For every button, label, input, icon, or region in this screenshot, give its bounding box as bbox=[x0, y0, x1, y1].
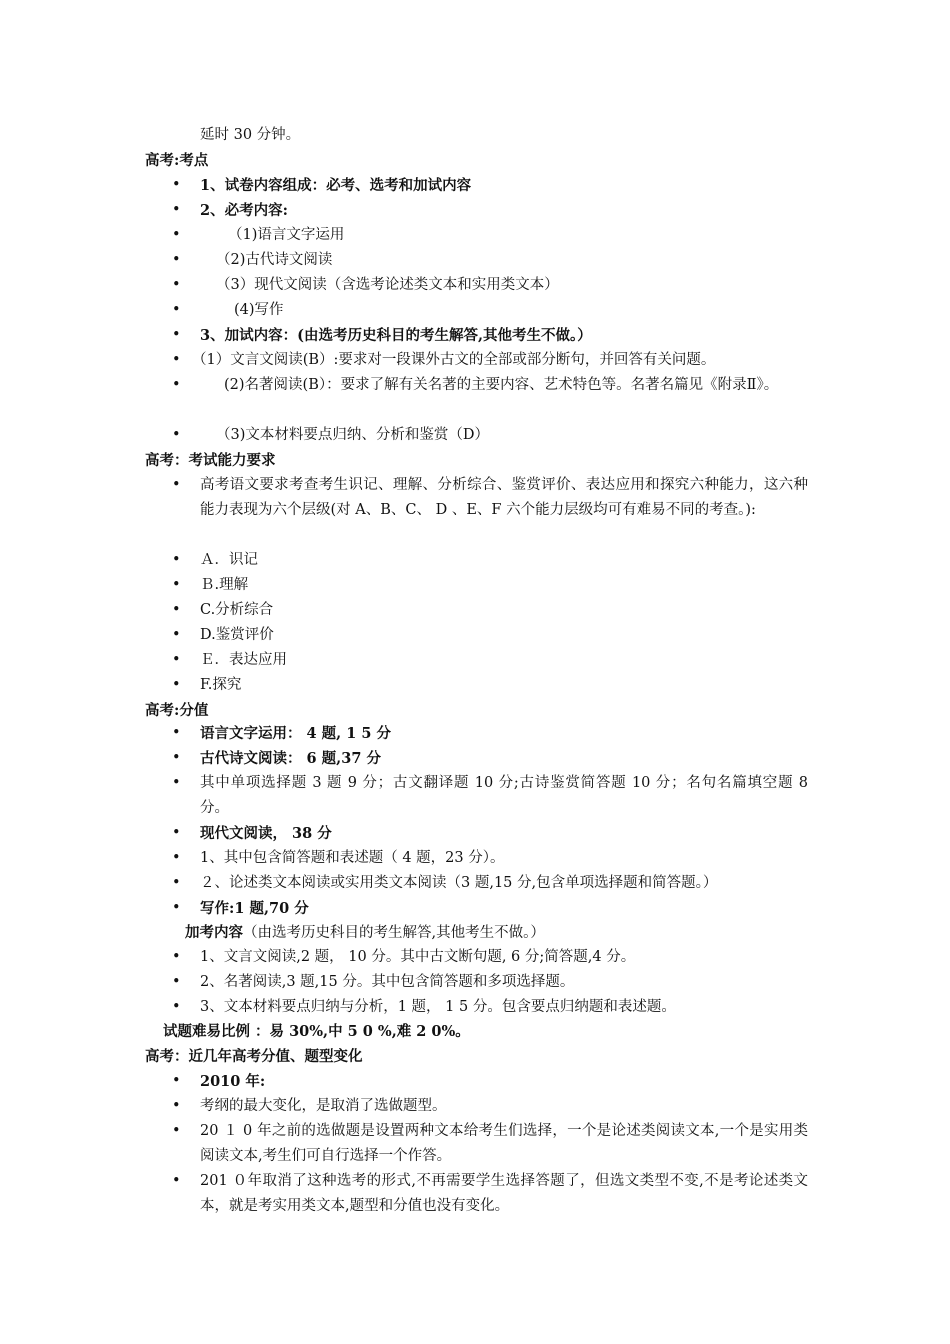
bullet-icon: • bbox=[172, 1073, 181, 1089]
bullet-icon: • bbox=[172, 875, 181, 891]
difficulty-ratio: 试题难易比例 ：易 30%,中 5 0 %,难 2 0%。 bbox=[163, 1023, 470, 1040]
bullet-icon: • bbox=[172, 825, 181, 841]
list-item: （3）现代文阅读（含选考论述类文本和实用类文本） bbox=[216, 277, 559, 293]
bullet-icon: • bbox=[172, 377, 181, 393]
bullet-icon: • bbox=[172, 227, 181, 243]
list-item: 3、文本材料要点归纳与分析，1 题， 1 5 分。包含要点归纳题和表述题。 bbox=[200, 999, 676, 1015]
list-item: 1、试卷内容组成：必考、选考和加试内容 bbox=[200, 177, 472, 194]
bullet-icon: • bbox=[172, 725, 181, 741]
list-item: （1)语言文字运用 bbox=[228, 227, 345, 243]
extra-content-line bbox=[185, 920, 545, 946]
list-item: Ａ．识记 bbox=[200, 552, 258, 568]
list-item: 写作:1 题,70 分 bbox=[200, 900, 309, 917]
bullet-icon: • bbox=[172, 652, 181, 668]
list-item: 古代诗文阅读： 6 题,37 分 bbox=[200, 750, 381, 767]
list-item: 考纲的最大变化，是取消了选做题型。 bbox=[200, 1098, 447, 1114]
text-line: 延时 30 分钟。 bbox=[200, 127, 301, 143]
list-item: 2010 年: bbox=[200, 1073, 266, 1090]
bullet-icon: • bbox=[172, 177, 181, 193]
list-item: Ｅ．表达应用 bbox=[200, 652, 287, 668]
list-item: F.探究 bbox=[200, 677, 242, 693]
bullet-icon: • bbox=[172, 949, 181, 965]
list-item: D.鉴赏评价 bbox=[200, 627, 274, 643]
bullet-icon: • bbox=[172, 327, 181, 343]
list-item: 201 ０年取消了这种选考的形式,不再需要学生选择答题了，但选文类型不变,不是考论述类文本，就是考实用类文本,题型和分值也没有变化。 bbox=[200, 1173, 808, 1214]
section-heading-changes: 高考：近几年高考分值、题型变化 bbox=[145, 1048, 363, 1065]
bullet-icon: • bbox=[172, 602, 181, 618]
list-item: 其中单项选择题 3 题 9 分；古文翻译题 10 分;古诗鉴赏简答题 10 分；名句名篇填空题 8 分。 bbox=[200, 775, 808, 816]
bullet-icon: • bbox=[172, 850, 181, 866]
list-item: 20 １ 0 年之前的选做题是设置两种文本给考生们选择，一个是论述类阅读文本,一个是实用类阅读文本,考生们可自行选择一个作答。 bbox=[200, 1123, 808, 1164]
list-item: 语言文字运用： 4 题, 1 5 分 bbox=[200, 725, 392, 742]
list-item: 3、加试内容：(由选考历史科目的考生解答,其他考生不做。） bbox=[200, 327, 592, 344]
bullet-icon: • bbox=[172, 577, 181, 593]
bullet-icon: • bbox=[172, 277, 181, 293]
bullet-icon: • bbox=[172, 775, 181, 791]
list-item: 2、名著阅读,3 题,15 分。其中包含简答题和多项选择题。 bbox=[200, 974, 575, 990]
bullet-icon: • bbox=[172, 552, 181, 568]
list-item: 1、文言文阅读,2 题， 10 分。其中古文断句题, 6 分;简答题,4 分。 bbox=[200, 949, 636, 965]
bullet-icon: • bbox=[172, 1123, 181, 1139]
bullet-icon: • bbox=[172, 1173, 181, 1189]
extra-content-note: （由选考历史科目的考生解答,其他考生不做。） bbox=[243, 925, 545, 941]
bullet-icon: • bbox=[172, 750, 181, 766]
list-item: ２、论述类文本阅读或实用类文本阅读（3 题,15 分,包含单项选择题和简答题。） bbox=[200, 875, 718, 891]
bullet-icon: • bbox=[172, 427, 181, 443]
bullet-icon: • bbox=[172, 302, 181, 318]
bullet-icon: • bbox=[172, 974, 181, 990]
list-item: 高考语文要求考查考生识记、理解、分析综合、鉴赏评价、表达应用和探究六种能力，这六种能力表现为六个层级(对 A、B、C、 D 、E、F 六个能力层级均可有难易不同的考查。): bbox=[200, 477, 808, 518]
bullet-icon: • bbox=[172, 1098, 181, 1114]
list-item: Ｂ.理解 bbox=[200, 577, 249, 593]
list-item: (4)写作 bbox=[234, 302, 284, 318]
bullet-icon: • bbox=[172, 627, 181, 643]
bullet-icon: • bbox=[172, 202, 181, 218]
list-item: （3)文本材料要点归纳、分析和鉴赏（D） bbox=[216, 427, 490, 443]
bullet-icon: • bbox=[172, 999, 181, 1015]
section-heading-ability: 高考：考试能力要求 bbox=[145, 452, 276, 469]
bullet-icon: • bbox=[172, 900, 181, 916]
list-item: （1）文言文阅读(B）:要求对一段课外古文的全部或部分断句，并回答有关问题。 bbox=[192, 352, 716, 368]
list-item: （2)古代诗文阅读 bbox=[216, 252, 333, 268]
bullet-icon: • bbox=[172, 352, 181, 368]
bullet-icon: • bbox=[172, 477, 181, 493]
extra-content-label: 加考内容 bbox=[185, 924, 243, 941]
list-item: (2)名著阅读(B）：要求了解有关名著的主要内容、艺术特色等。名著名篇见《附录Ⅱ》。 bbox=[224, 377, 779, 393]
bullet-icon: • bbox=[172, 677, 181, 693]
list-item: C.分析综合 bbox=[200, 602, 274, 618]
section-heading-exam-points: 高考:考点 bbox=[145, 152, 209, 169]
list-item: 1、其中包含简答题和表述题（ 4 题，23 分）。 bbox=[200, 850, 505, 866]
section-heading-scores: 高考:分值 bbox=[145, 702, 209, 719]
list-item: 2、必考内容: bbox=[200, 202, 288, 219]
list-item: 现代文阅读， 38 分 bbox=[200, 825, 332, 842]
bullet-icon: • bbox=[172, 252, 181, 268]
